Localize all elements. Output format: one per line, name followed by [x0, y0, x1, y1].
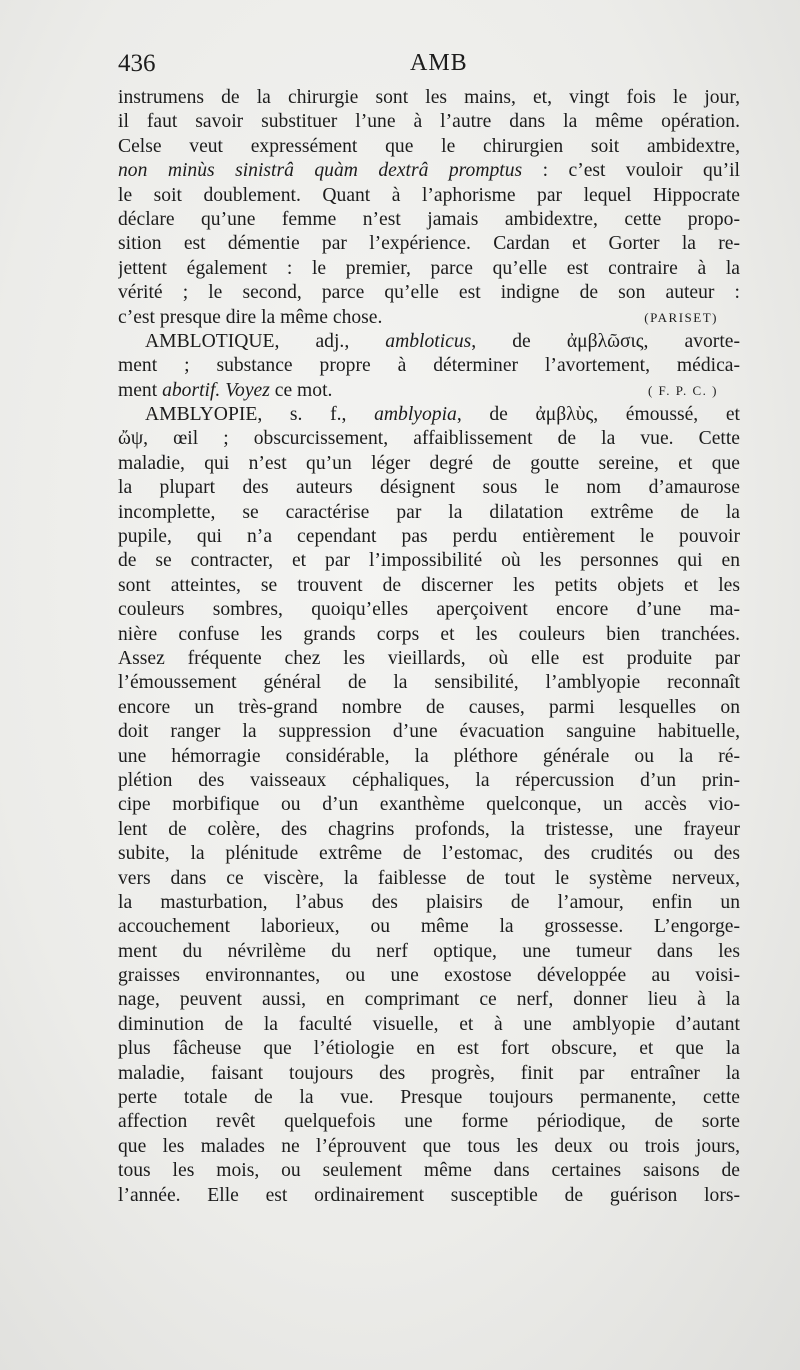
text-line: [118, 452, 740, 476]
line-text: instrumens de la chirurgie sont les mains, et, vingt fois le jour,: [118, 87, 740, 108]
text-line: [118, 1184, 740, 1208]
line-text: Assez fréquente chez les vieillards, où elle est produite par: [118, 647, 740, 669]
text-line: [118, 1013, 740, 1037]
text-line: [118, 86, 740, 110]
text-line: [118, 940, 740, 964]
text-line: [118, 549, 740, 573]
text-line: [118, 208, 740, 232]
running-head: AMB: [410, 50, 468, 76]
text-line: [118, 1086, 740, 1110]
line-text: encore un très-grand nombre de causes, parmi lesquelles on: [118, 696, 740, 718]
line-text: graisses environnantes, ou une exostose développée au voisi-: [118, 965, 740, 987]
text-line: [118, 964, 740, 988]
line-text: ment: [118, 379, 163, 401]
italic-term: non minùs sinistrâ quàm dextrâ promptus: [118, 160, 523, 182]
line-text: la plupart des auteurs désignent sous le nom d’amaurose: [118, 477, 740, 499]
text-line: [118, 1062, 740, 1086]
line-text: nière confuse les grands corps et les couleurs bien tranchées.: [118, 623, 740, 645]
line-text: ment ; substance propre à déterminer l’avortement, médica-: [118, 355, 740, 377]
line-text: , de ἀμβλῶσις, avorte-: [471, 330, 740, 352]
line-text: diminution de la faculté visuelle, et à une amblyopie d’autant: [118, 1013, 740, 1035]
line-text: Celse veut expressément que le chirurgien soit ambidextre,: [118, 135, 740, 157]
body-text: [118, 86, 740, 1208]
line-text: affection revêt quelquefois une forme périodique, de sorte: [118, 1111, 740, 1133]
line-text: la masturbation, l’abus des plaisirs de l’amour, enfin un: [118, 891, 740, 913]
line-text: de se contracter, et par l’impossibilité où les personnes qui en: [118, 550, 740, 572]
text-line: [118, 403, 740, 427]
text-line: [118, 623, 740, 647]
text-line: [118, 232, 740, 256]
text-line: [118, 671, 740, 695]
text-line: [118, 1135, 740, 1159]
line-text: lent de colère, des chagrins profonds, la tristesse, une frayeur: [118, 818, 740, 840]
line-text: que les malades ne l’éprouvent que tous les deux ou trois jours,: [118, 1135, 740, 1157]
text-line: [118, 135, 740, 159]
line-text: vers dans ce viscère, la faiblesse de tout le système nerveux,: [118, 867, 740, 889]
text-line: [118, 1159, 740, 1183]
italic-term: abortif. Voyez: [162, 379, 270, 401]
line-text: cipe morbifique ou d’un exanthème quelconque, un accès vio-: [118, 794, 740, 816]
text-line: [118, 184, 740, 208]
text-line: [118, 696, 740, 720]
text-line: [118, 867, 740, 891]
line-text: plus fâcheuse que l’étiologie en est fort obscure, et que la: [118, 1038, 740, 1060]
line-text: maladie, faisant toujours des progrès, finit par entraîner la: [118, 1062, 740, 1084]
line-text: déclare qu’une femme n’est jamais ambidextre, cette propo-: [118, 208, 740, 230]
line-text: : c’est vouloir qu’il: [522, 160, 740, 182]
line-text: une hémorragie considérable, la pléthore générale ou la ré-: [118, 745, 740, 767]
text-line: [118, 769, 740, 793]
italic-term: ambloticus: [385, 330, 472, 352]
italic-term: amblyopia: [374, 404, 457, 426]
text-line: [118, 159, 740, 183]
line-text: sont atteintes, se trouvent de discerner les petits objets et les: [118, 574, 740, 596]
text-line: [118, 598, 740, 622]
line-text: il faut savoir substituer l’une à l’autre dans la même opération.: [118, 111, 740, 133]
text-line: [118, 330, 740, 354]
text-line: [118, 476, 740, 500]
text-line: [118, 525, 740, 549]
line-text: l’émoussement général de la sensibilité, l’amblyopie reconnaît: [118, 672, 740, 694]
line-text: perte totale de la vue. Presque toujours permanente, cette: [118, 1087, 740, 1109]
text-line: [118, 427, 740, 451]
line-text: l’année. Elle est ordinairement susceptible de guérison lors-: [118, 1184, 740, 1206]
text-line: [118, 1037, 740, 1061]
line-text: incomplette, se caractérise par la dilatation extrême de la: [118, 501, 740, 523]
text-line: [118, 501, 740, 525]
line-text: accouchement laborieux, ou même la grossesse. L’engorge-: [118, 916, 740, 938]
text-line: [118, 915, 740, 939]
text-line: [118, 257, 740, 281]
author-attribution: (PARISET): [644, 309, 718, 325]
line-text: , de ἀμβλὺς, émoussé, et: [456, 404, 740, 426]
text-line: [118, 1110, 740, 1134]
page-number: 436: [118, 50, 156, 77]
line-text: nage, peuvent aussi, en comprimant ce nerf, donner lieu à la: [118, 989, 740, 1011]
text-line: [118, 281, 740, 305]
text-line: [118, 988, 740, 1012]
text-line: [118, 574, 740, 598]
line-text: doit ranger la suppression d’une évacuation sanguine habituelle,: [118, 721, 740, 743]
text-line: [118, 379, 740, 403]
text-line: [118, 891, 740, 915]
line-text: couleurs sombres, quoiqu’elles aperçoivent encore d’une ma-: [118, 599, 740, 621]
line-text: ce mot.: [269, 379, 333, 401]
text-line: [118, 720, 740, 744]
text-line: [118, 818, 740, 842]
line-text: tous les mois, ou seulement même dans certaines saisons de: [118, 1160, 740, 1182]
line-text: AMBLYOPIE, s. f.,: [145, 404, 375, 426]
author-attribution: ( F. P. C. ): [647, 382, 718, 398]
line-text: AMBLOTIQUE, adj.,: [145, 330, 386, 352]
line-text: subite, la plénitude extrême de l’estomac, des crudités ou des: [118, 843, 740, 865]
line-text: ὤψ, œil ; obscurcissement, affaiblissement de la vue. Cette: [118, 428, 740, 450]
text-line: [118, 354, 740, 378]
text-line: [118, 745, 740, 769]
text-line: [118, 793, 740, 817]
line-text: jettent également : le premier, parce qu’elle est contraire à la: [118, 257, 740, 279]
line-text: le soit doublement. Quant à l’aphorisme par lequel Hippocrate: [118, 184, 740, 206]
line-text: vérité ; le second, parce qu’elle est indigne de son auteur :: [118, 282, 740, 304]
line-text: plétion des vaisseaux céphaliques, la répercussion d’un prin-: [118, 769, 740, 791]
line-text: pupile, qui n’a cependant pas perdu entièrement le pouvoir: [118, 526, 740, 548]
text-line: [118, 842, 740, 866]
page-header: [118, 50, 740, 80]
text-line: [118, 110, 740, 134]
text-line: [118, 647, 740, 671]
line-text: maladie, qui n’est qu’un léger degré de goutte sereine, et que: [118, 452, 740, 474]
line-text: c’est presque dire la même chose.: [118, 306, 383, 328]
line-text: sition est démentie par l’expérience. Cardan et Gorter la re-: [118, 233, 740, 255]
text-line: [118, 306, 740, 330]
line-text: ment du névrilème du nerf optique, une tumeur dans les: [118, 940, 740, 962]
